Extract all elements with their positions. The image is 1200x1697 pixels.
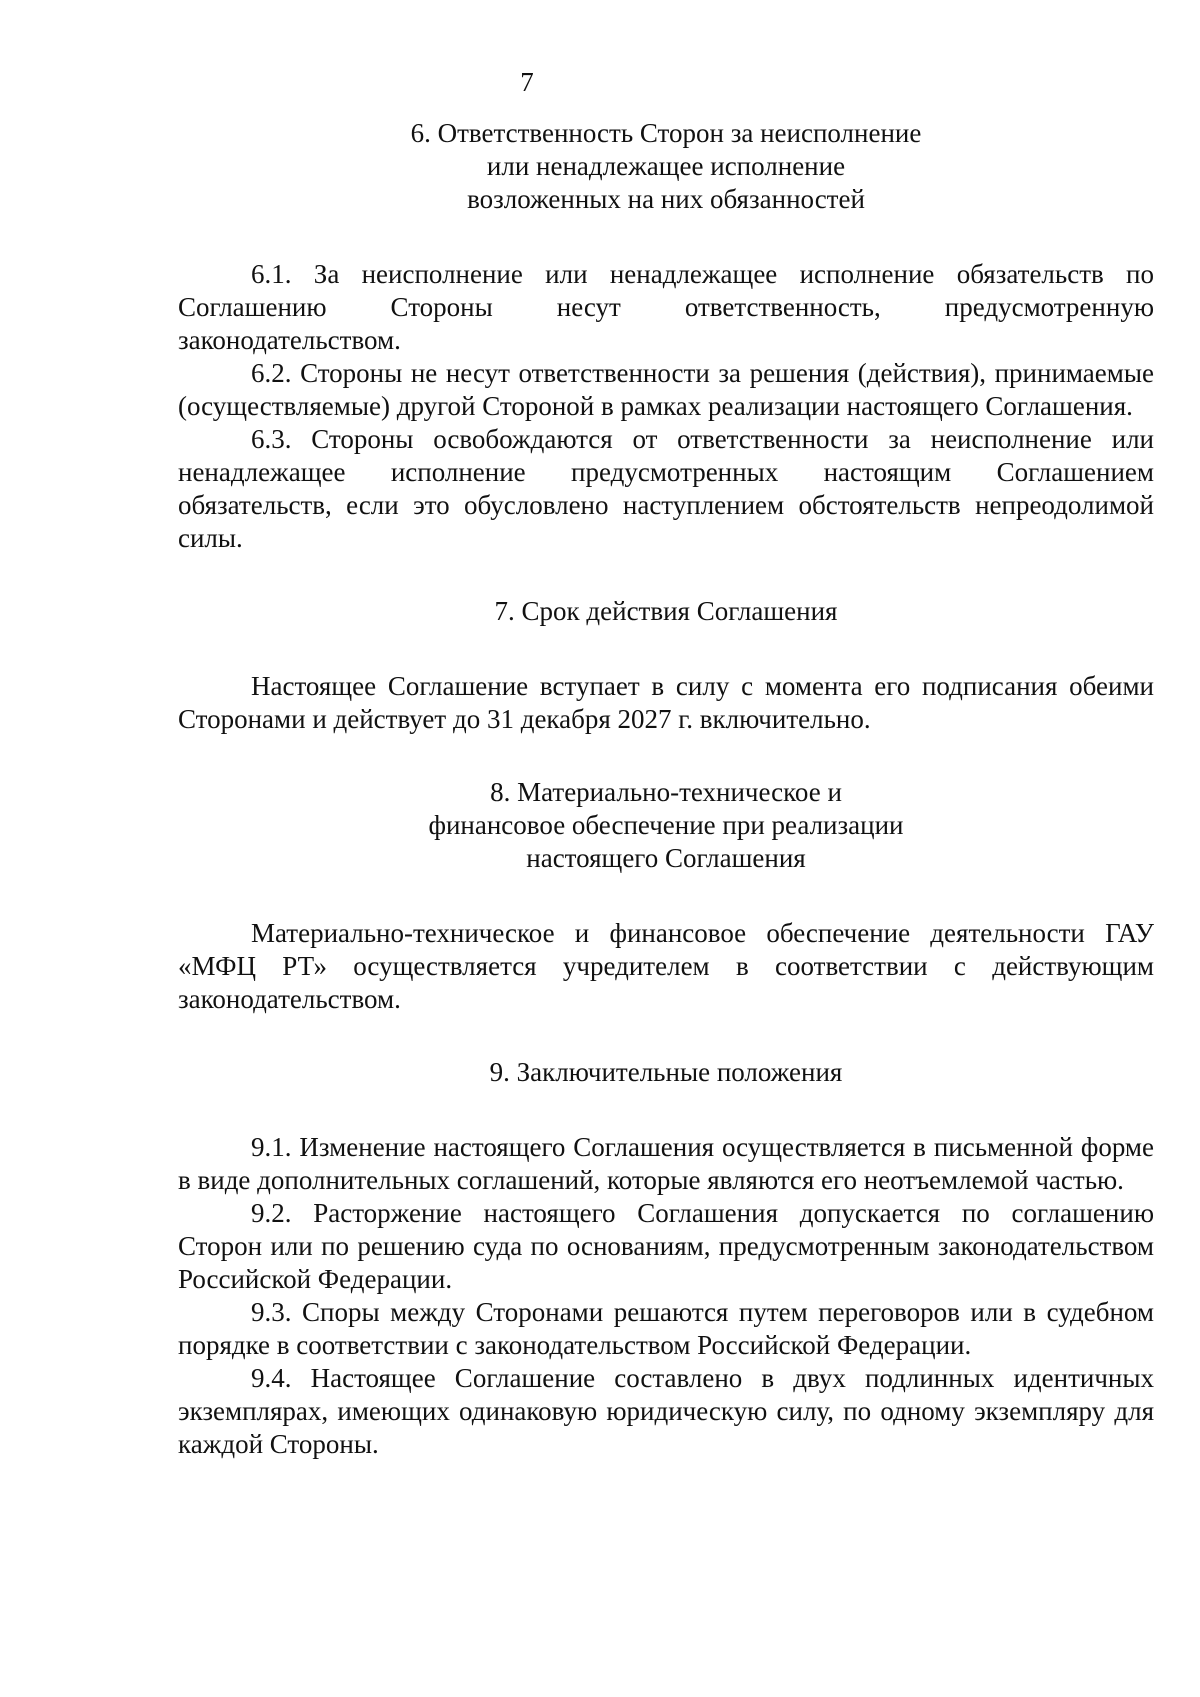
paragraph-7: Настоящее Соглашение вступает в силу с момента его подписания обеими Сторонами и действует до 31 декабря 2027 г. включительно.	[178, 671, 1154, 734]
heading-line: или ненадлежащее исполнение	[486, 151, 846, 181]
heading-line: 9. Заключительные положения	[489, 1057, 843, 1087]
paragraph-9-4: 9.4. Настоящее Соглашение составлено в двух подлинных идентичных экземплярах, имеющих одинаковую юридическую силу, по одному экземпляру для каждой Стороны.	[178, 1363, 1154, 1459]
heading-line: настоящего Соглашения	[526, 843, 806, 873]
heading-line: финансовое обеспечение при реализации	[428, 810, 904, 840]
paragraph-9-1: 9.1. Изменение настоящего Соглашения осуществляется в письменной форме в виде дополнительных соглашений, которые являются его неотъемлемой частью.	[178, 1132, 1154, 1195]
heading-line: возложенных на них обязанностей	[467, 184, 865, 214]
heading-line: 7. Срок действия Соглашения	[494, 596, 838, 626]
paragraph-9-3: 9.3. Споры между Сторонами решаются путем переговоров или в судебном порядке в соответствии с законодательством Российской Федерации.	[178, 1297, 1154, 1360]
section-heading-8	[178, 776, 1154, 875]
section-heading-9	[178, 1056, 1154, 1089]
page-number: 7	[520, 67, 534, 97]
paragraph-8: Материально-техническое и финансовое обеспечение деятельности ГАУ «МФЦ РТ» осуществляется учредителем в соответствии с действующим законодательством.	[178, 918, 1154, 1014]
paragraph-6-3: 6.3. Стороны освобождаются от ответственности за неисполнение или ненадлежащее исполнение предусмотренных настоящим Соглашением обязательств, если это обусловлено наступлением обстоятельств непреодолимой силы.	[178, 424, 1154, 553]
section-heading-6	[178, 117, 1154, 216]
heading-line: 8. Материально-техническое и	[490, 777, 842, 807]
paragraph-6-1: 6.1. За неисполнение или ненадлежащее исполнение обязательств по Соглашению Стороны несут ответственность, предусмотренную законодательством.	[178, 259, 1154, 355]
section-heading-7	[178, 595, 1154, 628]
paragraph-6-2: 6.2. Стороны не несут ответственности за решения (действия), принимаемые (осуществляемые) другой Стороной в рамках реализации настоящего Соглашения.	[178, 358, 1154, 421]
document-content	[178, 117, 1154, 1461]
heading-line: 6. Ответственность Сторон за неисполнение	[410, 118, 922, 148]
paragraph-9-2: 9.2. Расторжение настоящего Соглашения допускается по соглашению Сторон или по решению суда по основаниям, предусмотренным законодательством Российской Федерации.	[178, 1198, 1154, 1294]
